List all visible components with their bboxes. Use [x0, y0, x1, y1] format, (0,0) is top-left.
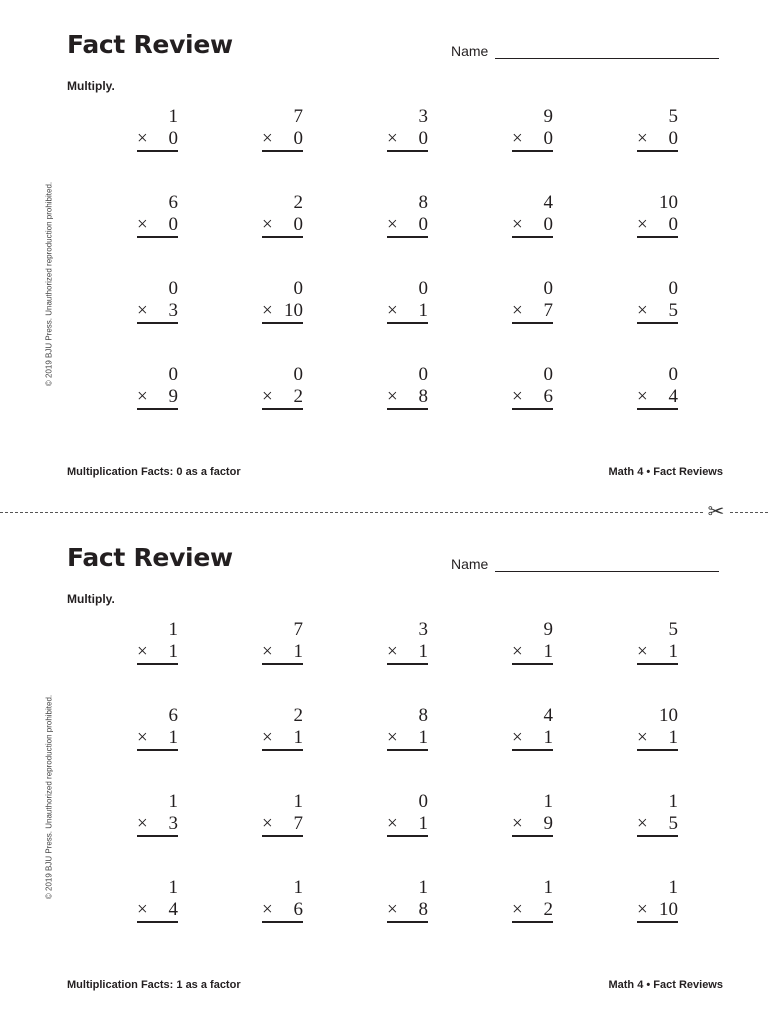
bottom-factor: 1	[293, 727, 303, 748]
top-factor: 2	[293, 192, 303, 213]
multiplication-problem	[628, 362, 678, 422]
multiplication-problem	[503, 104, 553, 164]
top-factor: 2	[293, 705, 303, 726]
times-sign: ×	[637, 128, 648, 149]
times-sign: ×	[387, 214, 398, 235]
top-factor: 1	[293, 791, 303, 812]
top-factor: 0	[668, 278, 678, 299]
multiplication-problem	[128, 617, 178, 677]
times-sign: ×	[262, 641, 273, 662]
top-factor: 0	[418, 278, 428, 299]
bottom-factor: 9	[168, 386, 178, 407]
multiplication-problem	[628, 104, 678, 164]
multiplication-problem	[128, 276, 178, 336]
answer-line	[262, 322, 303, 324]
top-factor: 1	[668, 791, 678, 812]
top-factor: 1	[168, 106, 178, 127]
top-factor: 1	[418, 877, 428, 898]
times-sign: ×	[387, 899, 398, 920]
answer-line	[637, 408, 678, 410]
bottom-factor: 2	[293, 386, 303, 407]
multiplication-problem	[503, 703, 553, 763]
top-factor: 0	[543, 278, 553, 299]
top-factor: 0	[168, 278, 178, 299]
answer-line	[137, 835, 178, 837]
top-factor: 0	[668, 364, 678, 385]
top-factor: 1	[543, 791, 553, 812]
bottom-factor: 0	[168, 214, 178, 235]
times-sign: ×	[137, 899, 148, 920]
answer-line	[137, 749, 178, 751]
top-factor: 0	[293, 278, 303, 299]
top-factor: 7	[293, 106, 303, 127]
top-factor: 0	[418, 791, 428, 812]
bottom-factor: 7	[293, 813, 303, 834]
multiplication-problem	[628, 789, 678, 849]
times-sign: ×	[137, 641, 148, 662]
multiplication-problem	[128, 190, 178, 250]
multiplication-problem	[253, 104, 303, 164]
answer-line	[137, 408, 178, 410]
multiplication-problem	[628, 276, 678, 336]
answer-line	[387, 236, 428, 238]
top-factor: 8	[418, 192, 428, 213]
top-factor: 3	[418, 106, 428, 127]
times-sign: ×	[262, 128, 273, 149]
top-factor: 4	[543, 192, 553, 213]
answer-line	[387, 322, 428, 324]
bottom-factor: 0	[418, 214, 428, 235]
answer-line	[512, 921, 553, 923]
answer-line	[637, 150, 678, 152]
multiplication-problem	[378, 190, 428, 250]
times-sign: ×	[387, 300, 398, 321]
answer-line	[262, 663, 303, 665]
bottom-factor: 7	[543, 300, 553, 321]
times-sign: ×	[387, 386, 398, 407]
top-factor: 1	[293, 877, 303, 898]
top-factor: 9	[543, 106, 553, 127]
times-sign: ×	[637, 899, 648, 920]
answer-line	[262, 236, 303, 238]
top-factor: 4	[543, 705, 553, 726]
name-field	[451, 555, 719, 575]
times-sign: ×	[137, 300, 148, 321]
multiplication-problem	[253, 362, 303, 422]
answer-line	[137, 663, 178, 665]
bottom-factor: 0	[293, 128, 303, 149]
name-blank-line	[495, 58, 719, 59]
times-sign: ×	[387, 727, 398, 748]
answer-line	[387, 663, 428, 665]
multiplication-problem	[128, 789, 178, 849]
bottom-factor: 3	[168, 300, 178, 321]
bottom-factor: 1	[418, 813, 428, 834]
top-factor: 8	[418, 705, 428, 726]
answer-line	[637, 921, 678, 923]
answer-line	[512, 150, 553, 152]
answer-line	[137, 150, 178, 152]
times-sign: ×	[262, 727, 273, 748]
top-factor: 9	[543, 619, 553, 640]
name-blank-line	[495, 571, 719, 572]
answer-line	[262, 408, 303, 410]
multiplication-problem	[628, 703, 678, 763]
answer-line	[387, 835, 428, 837]
footer-course: Math 4 • Fact Reviews	[608, 466, 723, 478]
answer-line	[387, 921, 428, 923]
times-sign: ×	[512, 813, 523, 834]
multiplication-problem	[378, 703, 428, 763]
multiplication-problem	[128, 362, 178, 422]
multiplication-problem	[628, 190, 678, 250]
times-sign: ×	[387, 128, 398, 149]
answer-line	[387, 150, 428, 152]
answer-line	[512, 749, 553, 751]
answer-line	[637, 835, 678, 837]
times-sign: ×	[262, 813, 273, 834]
times-sign: ×	[387, 813, 398, 834]
bottom-factor: 5	[668, 813, 678, 834]
multiplication-problem	[128, 104, 178, 164]
answer-line	[512, 835, 553, 837]
bottom-factor: 1	[168, 641, 178, 662]
answer-line	[137, 322, 178, 324]
multiplication-problem	[128, 703, 178, 763]
bottom-factor: 0	[543, 128, 553, 149]
times-sign: ×	[637, 214, 648, 235]
bottom-factor: 1	[668, 727, 678, 748]
top-factor: 0	[168, 364, 178, 385]
answer-line	[512, 663, 553, 665]
top-factor: 5	[668, 619, 678, 640]
answer-line	[512, 408, 553, 410]
name-label: Name	[451, 556, 489, 572]
times-sign: ×	[137, 128, 148, 149]
answer-line	[262, 150, 303, 152]
answer-line	[637, 236, 678, 238]
times-sign: ×	[387, 641, 398, 662]
top-factor: 0	[418, 364, 428, 385]
times-sign: ×	[512, 727, 523, 748]
top-factor: 1	[168, 791, 178, 812]
fact-review-sheet-top	[0, 0, 768, 490]
answer-line	[262, 835, 303, 837]
top-factor: 3	[418, 619, 428, 640]
bottom-factor: 9	[543, 813, 553, 834]
top-factor: 7	[293, 619, 303, 640]
bottom-factor: 1	[418, 727, 428, 748]
multiplication-problem	[253, 703, 303, 763]
bottom-factor: 1	[418, 300, 428, 321]
bottom-factor: 0	[668, 128, 678, 149]
name-label: Name	[451, 43, 489, 59]
answer-line	[637, 663, 678, 665]
problem-grid	[128, 104, 688, 448]
multiplication-problem	[378, 104, 428, 164]
bottom-factor: 6	[293, 899, 303, 920]
times-sign: ×	[512, 899, 523, 920]
answer-line	[512, 236, 553, 238]
multiplication-problem	[503, 875, 553, 935]
times-sign: ×	[512, 641, 523, 662]
bottom-factor: 1	[418, 641, 428, 662]
times-sign: ×	[512, 214, 523, 235]
bottom-factor: 2	[543, 899, 553, 920]
answer-line	[137, 236, 178, 238]
bottom-factor: 6	[543, 386, 553, 407]
answer-line	[387, 749, 428, 751]
bottom-factor: 10	[284, 300, 303, 321]
bottom-factor: 4	[168, 899, 178, 920]
times-sign: ×	[512, 386, 523, 407]
scissors-icon: ✂	[703, 500, 729, 524]
times-sign: ×	[137, 727, 148, 748]
times-sign: ×	[637, 386, 648, 407]
bottom-factor: 0	[418, 128, 428, 149]
multiplication-problem	[378, 789, 428, 849]
multiplication-problem	[628, 617, 678, 677]
multiplication-problem	[378, 276, 428, 336]
instruction-text: Multiply.	[67, 592, 115, 606]
multiplication-problem	[253, 617, 303, 677]
times-sign: ×	[637, 641, 648, 662]
times-sign: ×	[512, 128, 523, 149]
times-sign: ×	[262, 300, 273, 321]
top-factor: 10	[659, 705, 678, 726]
fact-review-sheet-bottom	[0, 513, 768, 1003]
answer-line	[262, 921, 303, 923]
bottom-factor: 8	[418, 899, 428, 920]
bottom-factor: 5	[668, 300, 678, 321]
bottom-factor: 1	[668, 641, 678, 662]
top-factor: 1	[668, 877, 678, 898]
answer-line	[137, 921, 178, 923]
answer-line	[637, 322, 678, 324]
top-factor: 0	[543, 364, 553, 385]
footer-course: Math 4 • Fact Reviews	[608, 979, 723, 991]
multiplication-problem	[503, 617, 553, 677]
multiplication-problem	[503, 789, 553, 849]
top-factor: 6	[168, 192, 178, 213]
top-factor: 10	[659, 192, 678, 213]
bottom-factor: 0	[293, 214, 303, 235]
multiplication-problem	[253, 190, 303, 250]
multiplication-problem	[628, 875, 678, 935]
times-sign: ×	[637, 727, 648, 748]
times-sign: ×	[262, 214, 273, 235]
multiplication-problem	[503, 362, 553, 422]
bottom-factor: 1	[293, 641, 303, 662]
times-sign: ×	[137, 386, 148, 407]
multiplication-problem	[128, 875, 178, 935]
top-factor: 5	[668, 106, 678, 127]
top-factor: 1	[168, 877, 178, 898]
times-sign: ×	[137, 813, 148, 834]
answer-line	[387, 408, 428, 410]
times-sign: ×	[262, 899, 273, 920]
times-sign: ×	[637, 300, 648, 321]
answer-line	[512, 322, 553, 324]
multiplication-problem	[378, 362, 428, 422]
page-title: Fact Review	[67, 543, 233, 572]
multiplication-problem	[253, 875, 303, 935]
bottom-factor: 1	[543, 641, 553, 662]
times-sign: ×	[512, 300, 523, 321]
multiplication-problem	[378, 617, 428, 677]
footer-topic: Multiplication Facts: 0 as a factor	[67, 466, 241, 478]
problem-grid	[128, 617, 688, 961]
bottom-factor: 1	[168, 727, 178, 748]
bottom-factor: 0	[543, 214, 553, 235]
times-sign: ×	[262, 386, 273, 407]
bottom-factor: 0	[668, 214, 678, 235]
bottom-factor: 10	[659, 899, 678, 920]
footer-topic: Multiplication Facts: 1 as a factor	[67, 979, 241, 991]
bottom-factor: 3	[168, 813, 178, 834]
bottom-factor: 1	[543, 727, 553, 748]
bottom-factor: 8	[418, 386, 428, 407]
top-factor: 6	[168, 705, 178, 726]
multiplication-problem	[378, 875, 428, 935]
page-title: Fact Review	[67, 30, 233, 59]
multiplication-problem	[503, 276, 553, 336]
instruction-text: Multiply.	[67, 79, 115, 93]
multiplication-problem	[503, 190, 553, 250]
name-field	[451, 42, 719, 62]
bottom-factor: 0	[168, 128, 178, 149]
multiplication-problem	[253, 789, 303, 849]
answer-line	[637, 749, 678, 751]
top-factor: 1	[543, 877, 553, 898]
top-factor: 1	[168, 619, 178, 640]
bottom-factor: 4	[668, 386, 678, 407]
times-sign: ×	[137, 214, 148, 235]
top-factor: 0	[293, 364, 303, 385]
answer-line	[262, 749, 303, 751]
times-sign: ×	[637, 813, 648, 834]
multiplication-problem	[253, 276, 303, 336]
copyright-notice: © 2019 BJU Press. Unauthorized reproduction prohibited.	[44, 181, 54, 387]
copyright-notice: © 2019 BJU Press. Unauthorized reproduction prohibited.	[44, 694, 54, 900]
